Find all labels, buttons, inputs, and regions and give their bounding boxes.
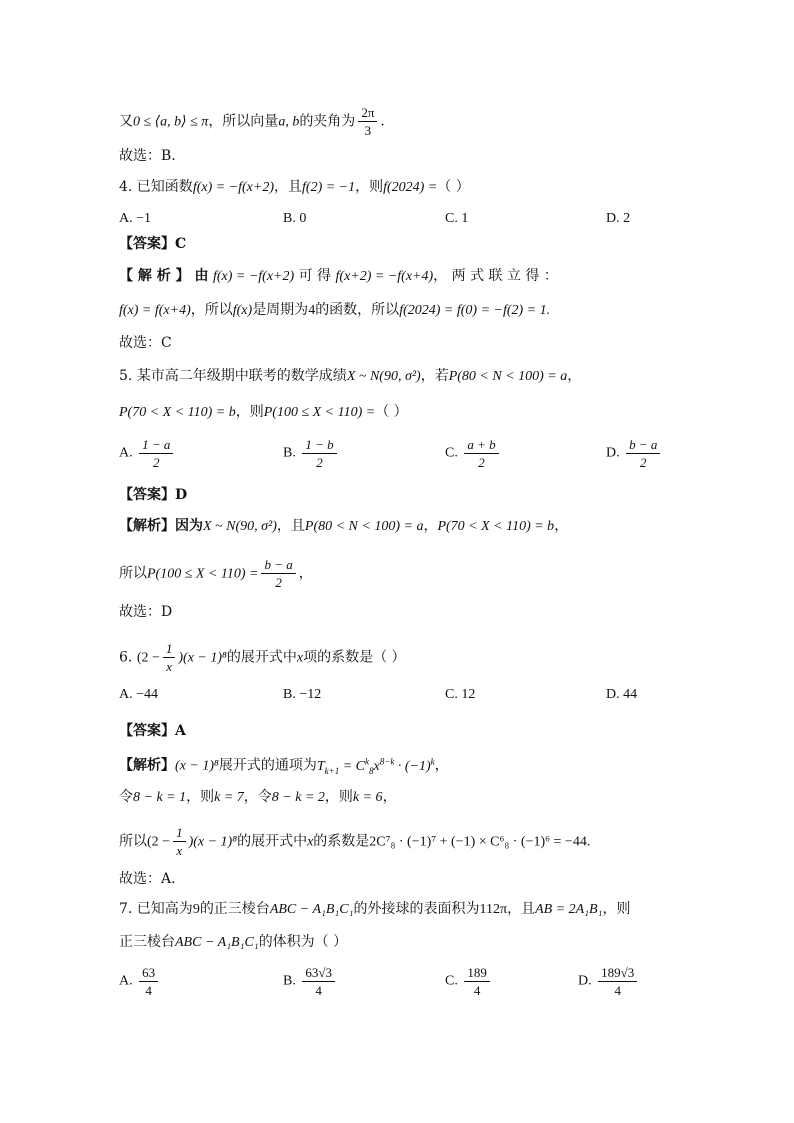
option-label: C.: [445, 973, 458, 989]
math: 112π: [479, 902, 508, 917]
stem-fraction: [163, 642, 176, 673]
math-inequality: 0 ≤ ⟨a, b⟩ ≤ π: [133, 114, 209, 130]
math: X ~ N(90, σ²): [203, 519, 277, 534]
text: ，且: [274, 179, 303, 195]
q6-option-d: D. 44: [606, 687, 638, 702]
text: ，: [423, 518, 438, 534]
q4-choice: 故选：C: [119, 335, 172, 351]
subscript: 8: [369, 765, 374, 776]
option-fraction: [626, 438, 660, 469]
math: 9: [192, 902, 200, 917]
math: (2 −: [136, 650, 160, 666]
q6-answer: 【答案】A: [119, 723, 186, 739]
math: f(x): [232, 303, 253, 318]
angle-fraction: [358, 106, 377, 137]
math: x: [307, 834, 314, 850]
text: 可 得: [298, 268, 332, 284]
text: 是周期为: [252, 302, 309, 318]
text: 7. 已知高为: [119, 901, 193, 917]
text: 【解析】: [119, 757, 175, 774]
text: 的正三棱台: [199, 901, 270, 917]
option-fraction: [139, 438, 173, 469]
fraction-numerator: 189√3: [598, 966, 637, 982]
text: ，则: [355, 179, 384, 195]
text: 【解析】因为: [119, 518, 203, 534]
option-fraction: [302, 966, 335, 997]
fraction-numerator: 63√3: [302, 966, 335, 982]
text: ， 两 式 联 立 得 ：: [433, 268, 558, 284]
math: P(100 ≤ X < 110) =: [263, 405, 376, 420]
math: P(80 < N < 100) = a: [448, 369, 568, 384]
q6-analysis-line3: [119, 826, 590, 857]
q4-answer: 【答案】C: [119, 236, 187, 252]
q4-analysis-line2: [119, 303, 550, 318]
subscript: k+1: [324, 765, 340, 776]
q5-stem-line2: [119, 405, 408, 420]
math: 4: [308, 303, 316, 318]
text: 正三棱台: [119, 934, 175, 950]
text: 【 解 析 】 由: [119, 268, 209, 284]
math: k = 6: [352, 790, 383, 805]
text: ，: [382, 789, 397, 805]
option-fraction: [464, 438, 498, 469]
fraction-denominator: 2: [153, 455, 160, 470]
fraction-denominator: x: [176, 843, 183, 858]
fraction-denominator: 4: [614, 983, 621, 998]
text: ，: [298, 565, 313, 582]
math: f(x) = −f(x+2): [212, 269, 295, 284]
text: 的夹角为: [299, 113, 356, 130]
text: （ ）: [375, 404, 408, 420]
q4-option-b: B. 0: [283, 211, 307, 226]
math: )(x − 1)⁸: [188, 834, 238, 850]
text: 所以: [119, 565, 147, 582]
option-fraction: [464, 966, 490, 997]
fraction-denominator: 3: [364, 123, 372, 138]
fraction-denominator: 4: [473, 983, 481, 998]
option-label: C.: [445, 445, 458, 461]
math: x: [373, 758, 380, 774]
math: x: [296, 650, 304, 666]
text: 令: [119, 789, 133, 805]
math-vectors: a, b: [278, 114, 300, 130]
option-label: B.: [283, 973, 296, 989]
q5-option-c: [445, 438, 502, 469]
math: )(x − 1)⁸: [178, 650, 227, 666]
q6-choice: 故选：A.: [119, 871, 176, 887]
q5-stem-line1: [119, 369, 581, 384]
q5-option-a: [119, 438, 176, 469]
fraction-numerator: b − a: [626, 438, 660, 454]
math: AB = 2A₁B₁: [535, 902, 603, 917]
q7-stem-line1: [119, 902, 630, 917]
q5-answer: 【答案】D: [119, 487, 188, 503]
fraction-denominator: x: [166, 659, 173, 674]
stem-fraction: [173, 826, 186, 857]
q7-option-b: [283, 966, 338, 997]
math: f(2024) =: [383, 180, 438, 195]
option-label: B.: [283, 445, 296, 461]
math: f(2) = −1: [302, 180, 356, 195]
fraction-denominator: 2: [478, 455, 485, 470]
text: 的系数是: [313, 833, 370, 850]
text: ，则: [235, 404, 264, 420]
fraction-denominator: 2: [640, 455, 647, 470]
text: 4. 已知函数: [119, 179, 193, 195]
math: f(2024) = f(0) = −f(2) = 1.: [399, 303, 551, 318]
q7-option-a: [119, 966, 161, 997]
option-fraction: [598, 966, 637, 997]
math: ABC − A₁B₁C₁: [269, 902, 354, 917]
text: ，且: [507, 901, 536, 917]
text: ，令: [243, 789, 272, 805]
q6-option-b: B. −12: [283, 687, 322, 702]
math: · (−1): [394, 758, 431, 774]
math: (x − 1)⁸: [175, 758, 219, 774]
fraction-numerator: 1: [163, 642, 176, 658]
q6-analysis-line1: [119, 757, 449, 775]
text: 项的系数是（ ）: [303, 649, 406, 666]
fraction-numerator: 1 − b: [302, 438, 336, 454]
general-term: [316, 756, 435, 776]
q4-option-c: C. 1: [445, 211, 469, 226]
fraction-numerator: 2π: [358, 106, 377, 122]
q4-analysis-line1: [119, 269, 558, 284]
math: (2 −: [147, 834, 171, 850]
fraction-numerator: 1 − a: [139, 438, 173, 454]
text: 的展开式中: [226, 649, 297, 666]
superscript: 8−k: [379, 756, 395, 766]
text: 的函数，所以: [315, 302, 400, 318]
math: 8 − k = 1: [133, 790, 187, 805]
superscript: k: [365, 756, 370, 766]
text: ，则: [324, 789, 353, 805]
math: P(100 ≤ X < 110) =: [147, 566, 259, 582]
text: 的体积为（ ）: [258, 934, 348, 950]
q7-option-d: [578, 966, 640, 997]
math: f(x+2) = −f(x+4): [335, 269, 434, 284]
fraction-denominator: 4: [315, 983, 322, 998]
math: 2C⁷₈ · (−1)⁷ + (−1) × C⁶₈ · (−1)⁶ = −44.: [369, 834, 591, 850]
math: k = 7: [214, 790, 244, 805]
text: ，若: [420, 368, 449, 384]
text: 的外接球的表面积为: [353, 901, 480, 917]
math: f(x) = −f(x+2): [192, 180, 275, 195]
text: ，则: [186, 789, 215, 805]
fraction-numerator: b − a: [261, 558, 295, 574]
text: ，: [434, 757, 449, 774]
math: P(70 < X < 110) = b: [437, 519, 555, 534]
text: 所以: [119, 833, 147, 850]
math: f(x) = f(x+4): [119, 303, 191, 318]
q7-option-c: [445, 966, 493, 997]
fraction-numerator: 1: [173, 826, 186, 842]
q6-option-a: A. −44: [119, 687, 159, 702]
fraction-denominator: 2: [275, 575, 282, 590]
text: 5. 某市高二年级期中联考的数学成绩: [119, 368, 347, 384]
math: T: [316, 758, 325, 774]
q4-option-a: A. −1: [119, 211, 152, 226]
q5-analysis-line1: [119, 519, 568, 534]
option-fraction: [302, 438, 336, 469]
text: ，则: [602, 901, 631, 917]
option-label: D.: [606, 445, 620, 461]
q6-stem: [119, 642, 406, 673]
text: （ ）: [437, 179, 470, 195]
q6-option-c: C. 12: [445, 687, 476, 702]
text: 又: [119, 113, 133, 130]
superscript: k: [430, 756, 435, 766]
text: ，: [554, 518, 569, 534]
math: P(70 < X < 110) = b: [119, 405, 236, 420]
option-label: A.: [119, 445, 133, 461]
q5-choice: 故选：D: [119, 604, 173, 620]
text: 的展开式中: [237, 833, 308, 850]
fraction-numerator: a + b: [464, 438, 498, 454]
result-fraction: [261, 558, 295, 589]
intro-choice: 故选：B.: [119, 148, 176, 164]
text: ，: [567, 368, 582, 384]
intro-line: 又0 ≤ ⟨a, b⟩ ≤ π，所以向量a, b的夹角为 $\frac{2\pi}{3}$ .: [119, 105, 385, 138]
math: 8 − k = 2: [271, 790, 325, 805]
option-label: A.: [119, 973, 133, 989]
q7-stem-line2: [119, 935, 347, 950]
text: ，所以向量: [208, 113, 279, 130]
q5-option-b: [283, 438, 340, 469]
fraction-numerator: 189: [464, 966, 490, 982]
text: ，所以: [190, 302, 233, 318]
option-fraction: [139, 966, 158, 997]
text: ，且: [276, 518, 305, 534]
q4-stem: [119, 180, 470, 195]
math: = C: [339, 758, 366, 774]
fraction-numerator: 63: [139, 966, 158, 982]
math: P(80 < N < 100) = a: [304, 519, 424, 534]
q5-analysis-line2: [119, 558, 313, 589]
math: X ~ N(90, σ²): [346, 369, 421, 384]
q5-option-d: [606, 438, 663, 469]
text: 展开式的通项为: [218, 757, 317, 774]
math: ABC − A₁B₁C₁: [175, 935, 259, 950]
q4-option-d: D. 2: [606, 211, 631, 226]
text: 6.: [119, 649, 133, 666]
fraction-denominator: 4: [145, 983, 152, 998]
option-label: D.: [578, 973, 592, 989]
fraction-denominator: 2: [316, 455, 323, 470]
q6-analysis-line2: [119, 790, 397, 805]
